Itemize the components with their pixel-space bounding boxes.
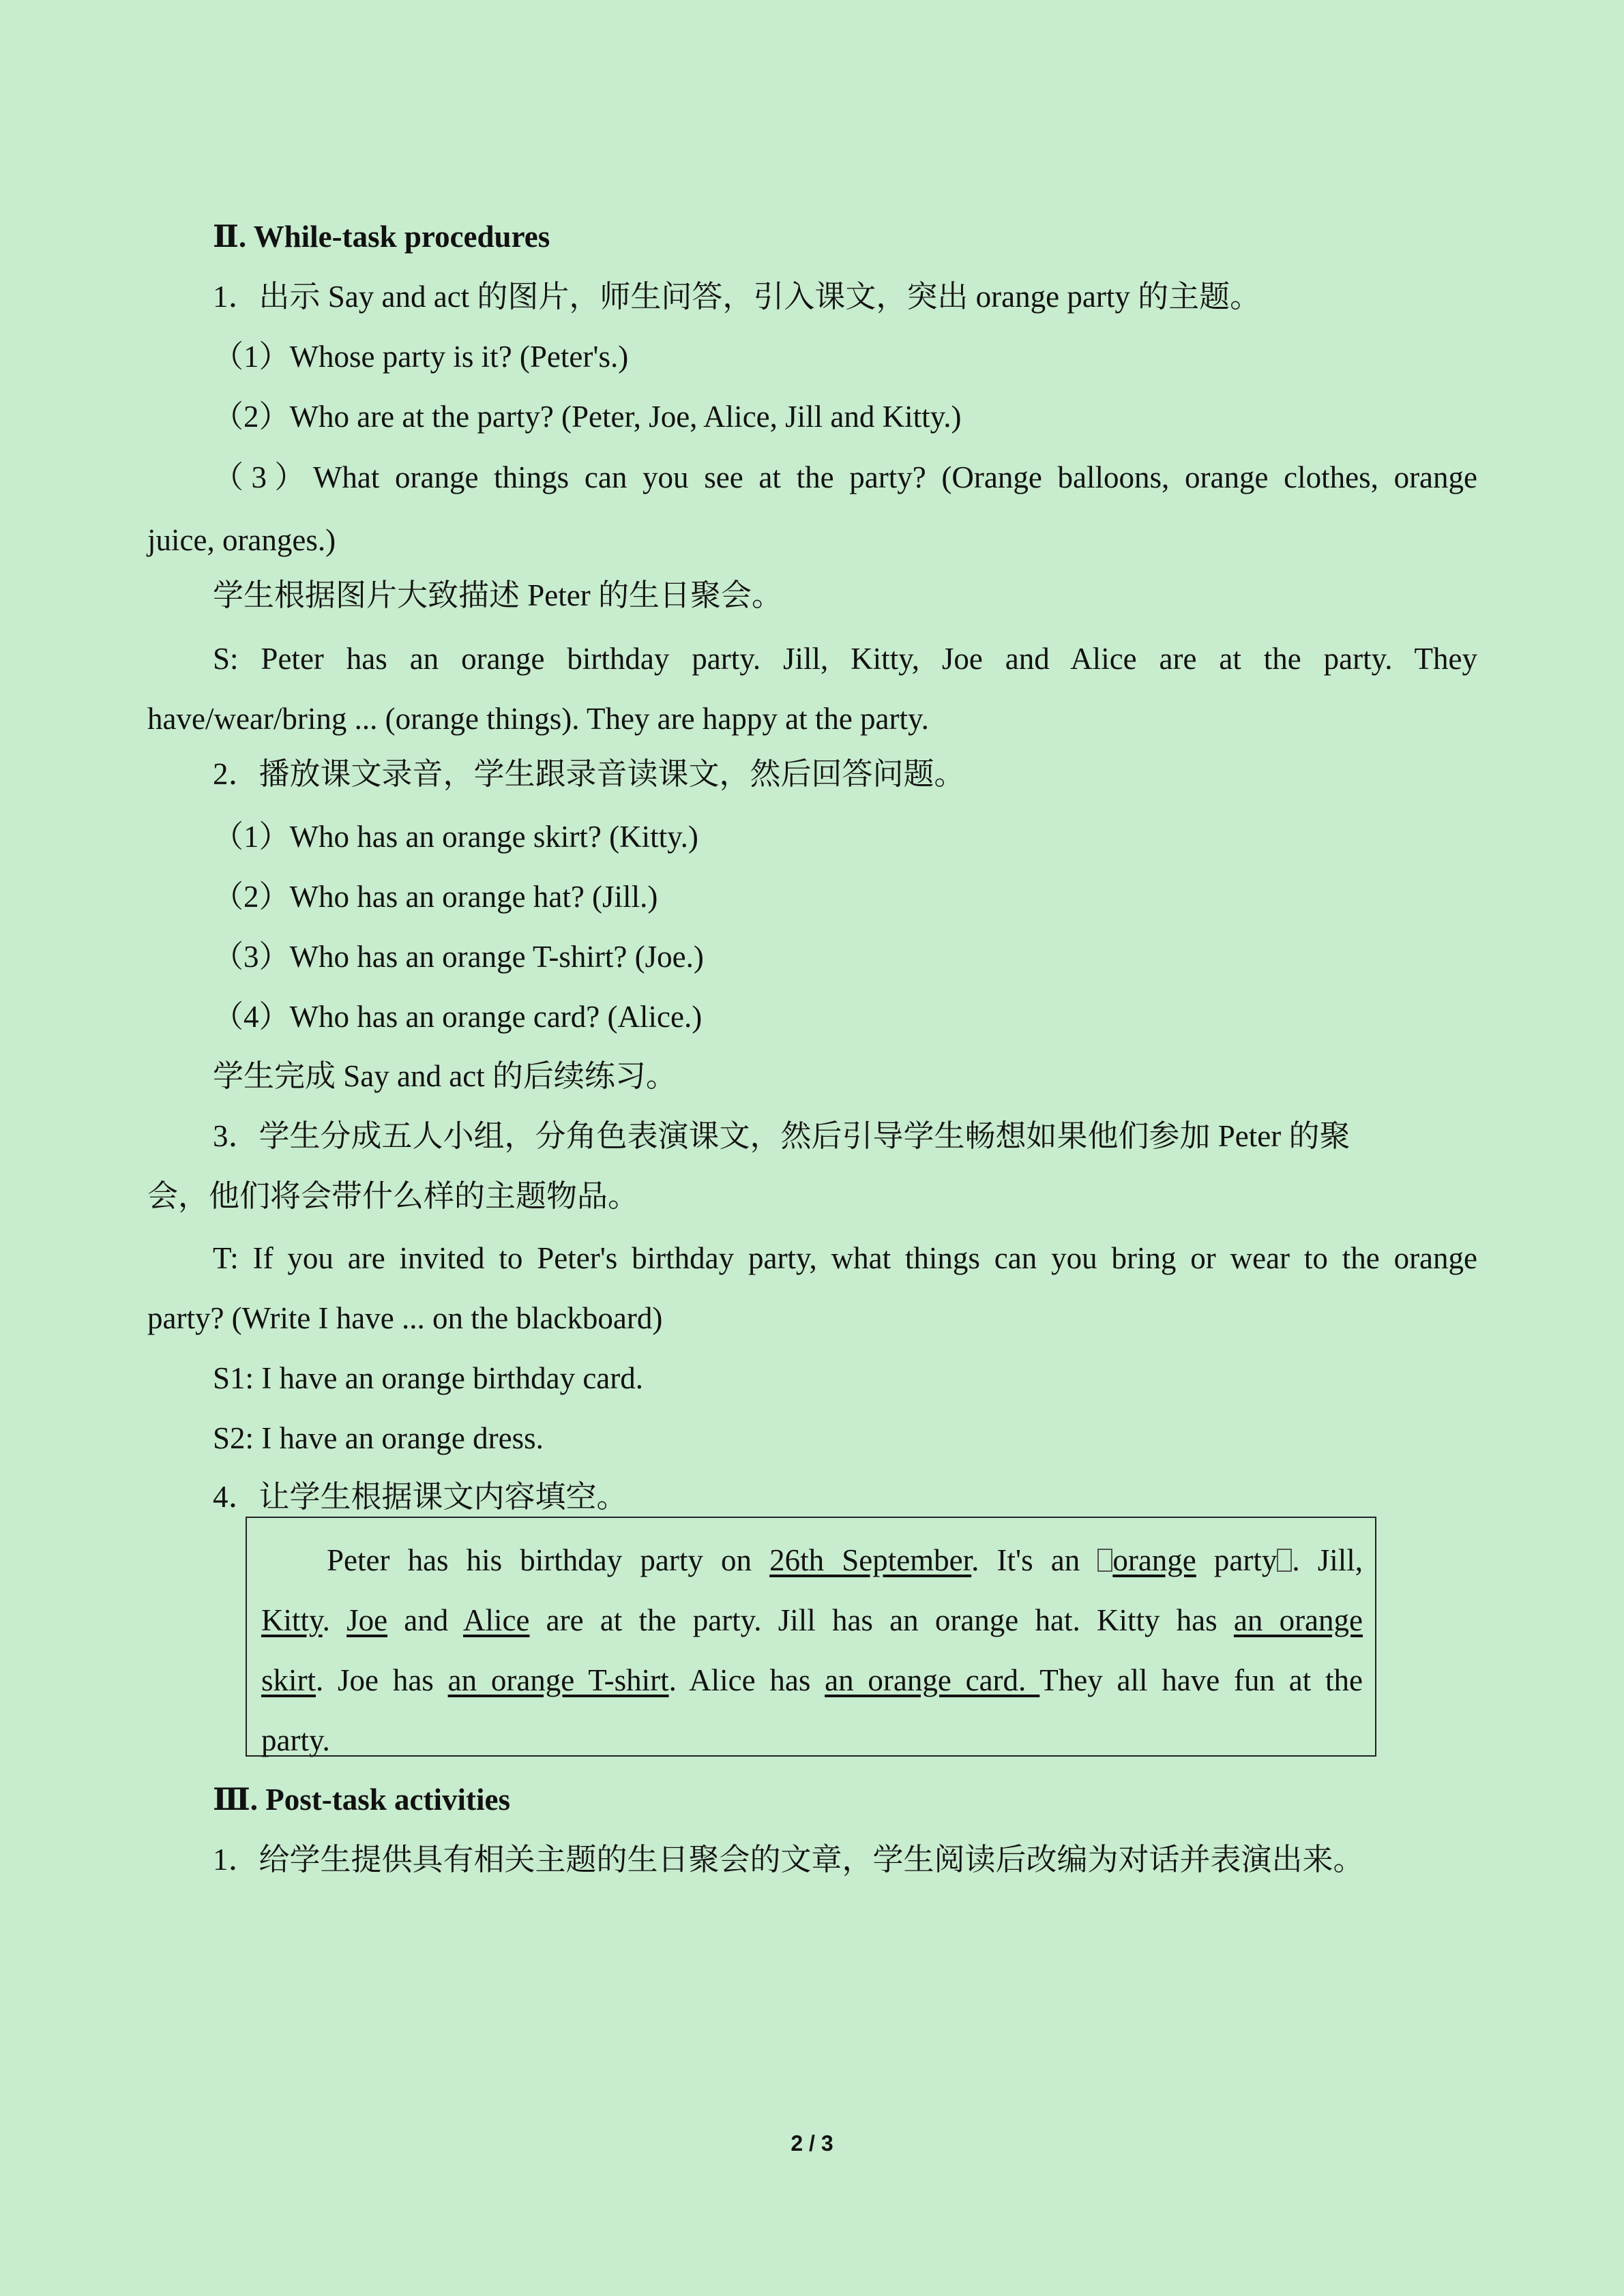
fill-box-line1 [261,1540,1363,1581]
section-3-heading: Ⅲ. Post-task activities [213,1783,510,1817]
student-2-answer: S2: I have an orange dress. [213,1421,544,1455]
question-skirt: （1）Who has an orange skirt? (Kitty.) [213,820,698,854]
step-4-text: 4．让学生根据课文内容填空。 [213,1480,628,1514]
fill-answer-alice: Alice [463,1603,530,1637]
question-whose-party: （1）Whose party is it? (Peter's.) [213,340,629,374]
question-tshirt: （3）Who has an orange T-shirt? (Joe.) [213,940,704,974]
question-orange-things-line1: （3）What orange things can you see at the party? (Orange balloons, orange clothes, orange [213,460,1477,494]
missing-glyph-box [1097,1549,1112,1572]
fill-box-line4: party. [261,1723,330,1757]
teacher-question-line1: T: If you are invited to Peter's birthday party, what things can you bring or wear to the orange [213,1241,1477,1275]
fill-text: party [1196,1543,1278,1577]
question-card: （4）Who has an orange card? (Alice.) [213,1000,703,1034]
student-description-line2: have/wear/bring ... (orange things). They are happy at the party. [147,702,929,736]
fill-answer-skirt: skirt [261,1663,316,1697]
question-hat: （2）Who has an orange hat? (Jill.) [213,880,658,914]
fill-text: . Jill, [1292,1543,1363,1577]
fill-answer-kitty: Kitty [261,1603,323,1637]
student-description-line1: S: Peter has an orange birthday party. Jill, Kitty, Joe and Alice are at the party. They [213,642,1477,676]
teacher-question-line2: party? (Write I have ... on the blackboard) [147,1301,663,1335]
post-task-step-1: 1．给学生提供具有相关主题的生日聚会的文章，学生阅读后改编为对话并表演出来。 [213,1843,1364,1877]
fill-answer-theme: orange [1112,1543,1196,1577]
fill-box-line3 [261,1660,1363,1701]
followup-instruction: 学生完成 Say and act 的后续练习。 [213,1059,677,1093]
fill-answer-date: 26th September [769,1543,972,1577]
fill-text: . Alice has [668,1663,825,1697]
missing-glyph-box [1277,1549,1292,1572]
fill-answer-tshirt: an orange T-shirt [447,1663,669,1697]
fill-text: . It's an [971,1543,1098,1577]
fill-text: and [387,1603,463,1637]
question-orange-things-line2: juice, oranges.) [147,523,336,557]
fill-answer-skirt: an orange [1233,1603,1363,1637]
student-1-answer: S1: I have an orange birthday card. [213,1361,644,1395]
step-3-line1: 3．学生分成五人小组，分角色表演课文，然后引导学生畅想如果他们参加 Peter 的聚 [213,1119,1350,1153]
fill-text: Peter has his birthday party on [327,1543,770,1577]
fill-answer-joe: Joe [346,1603,388,1637]
fill-answer-card: an orange card. [825,1663,1040,1697]
fill-text: . Joe has [316,1663,448,1697]
describe-instruction: 学生根据图片大致描述 Peter 的生日聚会。 [213,578,782,612]
step-1-text: 1．出示 Say and act 的图片，师生问答，引入课文，突出 orange party 的主题。 [213,280,1261,314]
fill-box-line2 [261,1600,1363,1641]
step-3-line2: 会，他们将会带什么样的主题物品。 [147,1179,639,1213]
section-2-heading: Ⅱ. While-task procedures [213,220,550,254]
fill-text: . [322,1603,347,1637]
fill-text: They all have fun at the [1039,1663,1363,1697]
page-number: 2 / 3 [791,2131,833,2156]
question-who-at-party: （2）Who are at the party? (Peter, Joe, Alice, Jill and Kitty.) [213,400,962,434]
step-2-text: 2．播放课文录音，学生跟录音读课文，然后回答问题。 [213,757,965,791]
fill-text: are at the party. Jill has an orange hat. Kitty has [529,1603,1234,1637]
